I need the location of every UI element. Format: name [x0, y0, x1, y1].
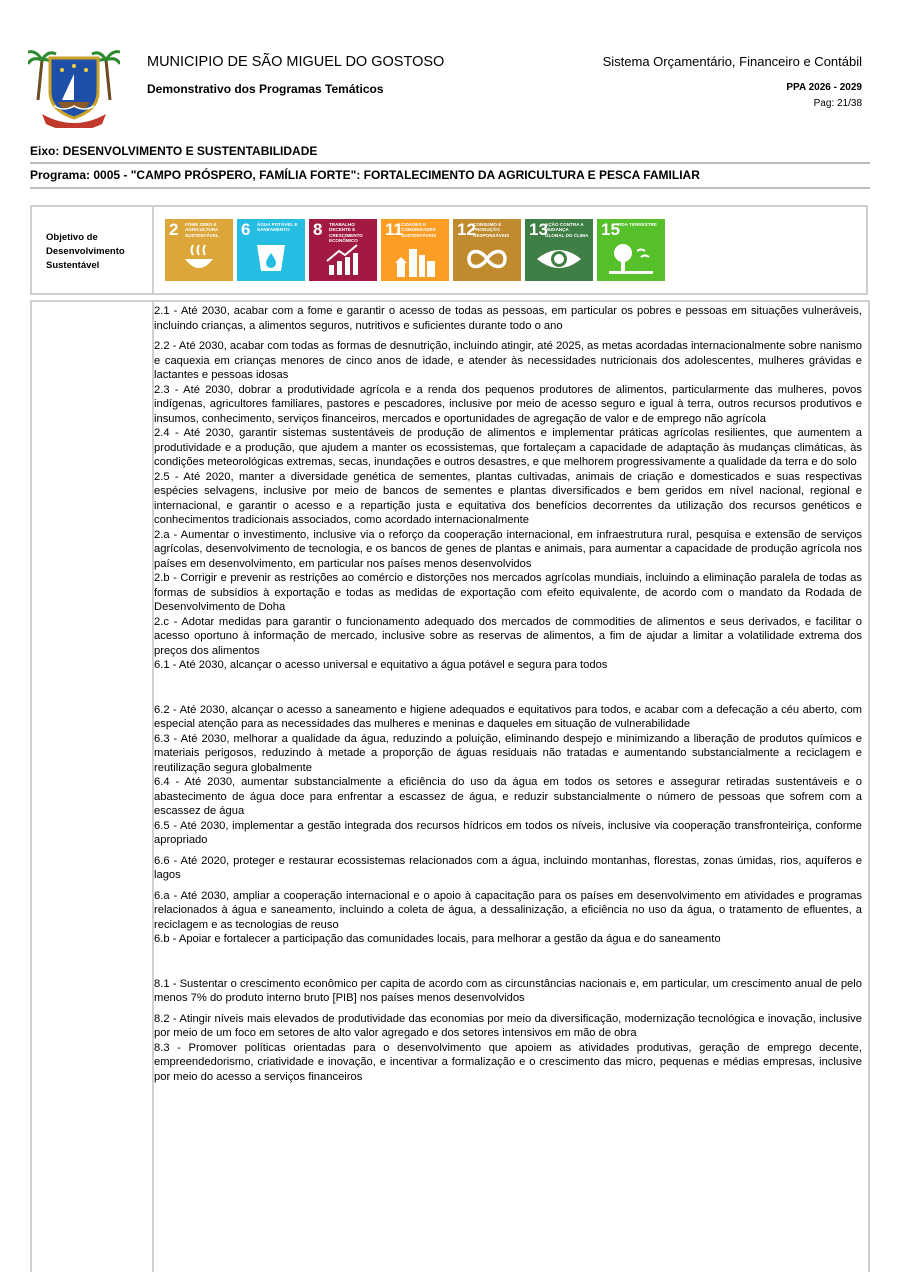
infinity-icon — [453, 241, 521, 281]
meta-item: 8.1 - Sustentar o crescimento econômico per capita de acordo com as circunstâncias nacionais e, em particular, um crescimento anual de pelo menos 7% do produto interno bruto [PIB] nos países menos desenvolvidos — [154, 977, 862, 1004]
ods-tiles — [165, 219, 665, 281]
ods-title: AÇÃO CONTRA A MUDANÇA GLOBAL DO CLIMA — [545, 222, 589, 238]
ods-label-line: Objetivo de — [46, 232, 98, 243]
ods-number: 8 — [313, 220, 323, 239]
ods-label-line: Sustentável — [46, 260, 100, 271]
ppa-period: PPA 2026 - 2029 — [786, 82, 862, 93]
ods-tile-15 — [597, 219, 665, 281]
ods-title: FOME ZERO E AGRICULTURA SUSTENTÁVEL — [185, 222, 219, 238]
growth-chart-icon — [309, 241, 377, 281]
ods-tile-11 — [381, 219, 449, 281]
meta-item: 2.3 - Até 2030, dobrar a produtividade agrícola e a renda dos pequenos produtores de alimentos, particularmente das mulheres, povos indígenas, agricultores familiares, pastores e pescadores, inclusive por meio de acesso seguro e igual à terra, outros recursos produtivos e insumos, conhecimento, serviços financeiros, mercados e oportunidades de agregação de valor e de emprego não agrícola — [154, 383, 862, 425]
report-subtitle: Demonstrativo dos Programas Temáticos — [147, 82, 384, 96]
ods-tile-2 — [165, 219, 233, 281]
city-icon — [381, 241, 449, 281]
meta-item: 6.6 - Até 2020, proteger e restaurar ecossistemas relacionados com a água, incluindo montanhas, florestas, zonas úmidas, rios, aquíferos e lagos — [154, 854, 862, 881]
eixo-title: Eixo: DESENVOLVIMENTO E SUSTENTABILIDADE — [30, 144, 318, 158]
programa-title: Programa: 0005 - "CAMPO PRÓSPERO, FAMÍLIA FORTE": FORTALECIMENTO DA AGRICULTURA E PESCA FAMILIAR — [30, 168, 700, 182]
meta-item: 6.4 - Até 2030, aumentar substancialmente a eficiência do uso da água em todos os setores e assegurar retiradas sustentáveis e o abastecimento de água doce para enfrentar a escassez de água, e reduzir substancialmente o número de pessoas que sofrem com a escassez de água — [154, 776, 862, 817]
ods-number: 13 — [529, 220, 548, 239]
bowl-icon — [165, 241, 233, 281]
ods-title: CONSUMO E PRODUÇÃO RESPONSÁVEIS — [473, 222, 510, 238]
ods-label-line: Desenvolvimento — [46, 246, 125, 257]
ods-title: ÁGUA POTÁVEL E SANEAMENTO — [257, 222, 298, 233]
ods-number: 15 — [601, 220, 620, 239]
municipality-name: MUNICIPIO DE SÃO MIGUEL DO GOSTOSO — [147, 54, 445, 70]
spacer — [154, 673, 862, 703]
meta-item: 6.5 - Até 2030, implementar a gestão integrada dos recursos hídricos em todos os níveis, inclusive via cooperação transfronteiriça, conforme apropriado — [154, 819, 862, 846]
meta-item: 2.b - Corrigir e prevenir as restrições ao comércio e distorções nos mercados agrícolas mundiais, incluindo a eliminação paralela de todas as formas de subsídios à exportação e todas as medidas de exportação com efeito equivalente, de acordo com o mandato da Rodada de Desenvolvimento de Doha — [154, 572, 862, 613]
ods-tile-6 — [237, 219, 305, 281]
ods-title: VIDA TERRESTRE — [617, 222, 657, 227]
meta-item: 2.2 - Até 2030, acabar com todas as formas de desnutrição, incluindo atingir, até 2025, as metas acordadas internacionalmente sobre nanismo e caquexia em crianças menores de cinco anos de idade, e atender às necessidades nutricionais dos adolescentes, mulheres grávidas e lactantes e pessoas idosas — [154, 340, 862, 381]
ods-title: CIDADES E COMUNIDADES SUSTENTÁVEIS — [401, 222, 437, 238]
meta-item: 6.3 - Até 2030, melhorar a qualidade da água, reduzindo a poluição, eliminando despejo e minimizando a liberação de produtos químicos e materiais perigosos, reduzindo à metade a proporção de águas residuais não tratadas e aumentando substancialmente a reciclagem e reutilização segura globalmente — [154, 732, 862, 774]
divider — [30, 162, 870, 164]
meta-item: 6.a - Até 2030, ampliar a cooperação internacional e o apoio à capacitação para os países em desenvolvimento em atividades e programas relacionados à água e saneamento, incluindo a coleta de água, a dessalinização, a eficiência no uso da água, o tratamento de efluentes, a reciclagem e as tecnologias de reuso — [154, 889, 862, 931]
meta-item: 2.1 - Até 2030, acabar com a fome e garantir o acesso de todas as pessoas, em particular os pobres e pessoas em situações vulneráveis, incluindo crianças, a alimentos seguros, nutritivos e suficientes durante todo o ano — [154, 305, 862, 332]
meta-item: 6.2 - Até 2030, alcançar o acesso a saneamento e higiene adequados e equitativos para todos, e acabar com a defecação a céu aberto, com especial atenção para as necessidades das mulheres e meninas e daqueles em situação de vulnerabilidade — [154, 703, 862, 730]
meta-item: 2.4 - Até 2030, garantir sistemas sustentáveis de produção de alimentos e implementar práticas agrícolas resilientes, que aumentem a produtividade e a produção, que ajudem a manter os ecossistemas, que fortaleçam a capacidade de adaptação às mudanças climáticas, às condições meteorológicas extremas, secas, inundações e outros desastres, e que melhorem progressivamente a qualidade da terra e do solo — [154, 427, 862, 468]
ods-number: 11 — [385, 220, 403, 239]
ods-title: TRABALHO DECENTE E CRESCIMENTO ECONÔMICO — [329, 222, 363, 244]
meta-item: 2.5 - Até 2020, manter a diversidade genética de sementes, plantas cultivadas, animais de criação e domesticados e suas respectivas espécies selvagens, inclusive por meio de bancos de sementes e plantas diversificados e bem geridos em nível nacional, regional e internacional, e garantir o acesso e a repartição justa e equitativa dos benefícios decorrentes da utilização dos recursos genéticos e conhecimentos tradicionais associados, como acordado internacionalmente — [154, 470, 862, 526]
ods-number: 12 — [457, 220, 476, 239]
divider — [30, 187, 870, 189]
meta-item: 8.3 - Promover políticas orientadas para o desenvolvimento que apoiem as atividades produtivas, geração de emprego decente, empreendedorismo, criatividade e inovação, e incentivar a formalização e o crescimento das micro, pequenas e médias empresas, inclusive por meio do acesso a serviços financeiros — [154, 1041, 862, 1083]
meta-item: 6.b - Apoiar e fortalecer a participação das comunidades locais, para melhorar a gestão da água e do saneamento — [154, 933, 721, 945]
page-number: Pag: 21/38 — [813, 98, 862, 109]
tree-icon — [597, 241, 665, 281]
water-drop-icon — [237, 241, 305, 281]
meta-item: 8.2 - Atingir níveis mais elevados de produtividade das economias por meio da diversificação, modernização tecnológica e inovação, inclusive por meio de um foco em setores de alto valor agregado e dos setores intensivos em mão de obra — [154, 1012, 862, 1039]
system-name: Sistema Orçamentário, Financeiro e Contábil — [602, 54, 862, 69]
ods-label — [46, 231, 146, 273]
ods-number: 2 — [169, 220, 179, 239]
ods-tile-13 — [525, 219, 593, 281]
meta-item: 2.a - Aumentar o investimento, inclusive via o reforço da cooperação internacional, em infraestrutura rural, pesquisa e extensão de serviços agrícolas, desenvolvimento de tecnologia, e os bancos de genes de plantas e animais, para aumentar a capacidade de produção agrícola nos países em desenvolvimento, em particular nos países menos desenvolvidos — [154, 528, 862, 570]
ods-number: 6 — [241, 220, 251, 239]
ods-tile-8 — [309, 219, 377, 281]
eye-globe-icon — [525, 241, 593, 281]
meta-item: 2.c - Adotar medidas para garantir o funcionamento adequado dos mercados de commodities de alimentos e seus derivados, e facilitar o acesso oportuno à informação de mercado, inclusive sobre as reservas de alimentos, a fim de ajudar a limitar a volatilidade extrema dos preços dos alimentos — [154, 615, 862, 657]
ods-tile-12 — [453, 219, 521, 281]
metas-list — [154, 304, 862, 1084]
column-divider — [152, 205, 154, 295]
municipal-coat-of-arms — [28, 40, 120, 128]
spacer — [154, 947, 862, 977]
meta-item: 6.1 - Até 2030, alcançar o acesso universal e equitativo a água potável e segura para todos — [154, 659, 608, 671]
